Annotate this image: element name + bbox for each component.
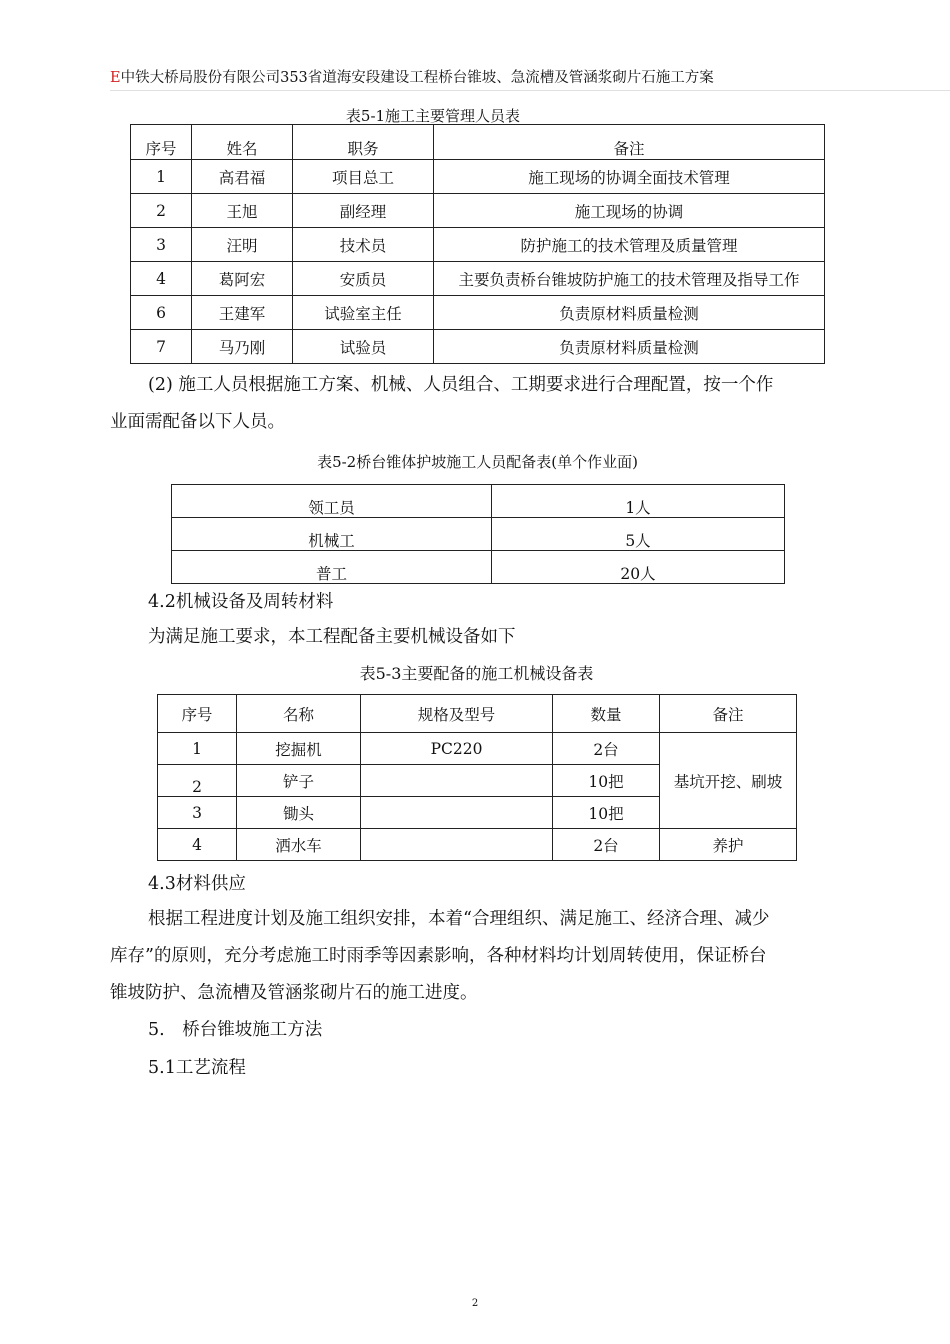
table-cell: 试验员 — [293, 330, 434, 364]
table-cell: 负责原材料质量检测 — [434, 330, 825, 364]
table-cell: 施工现场的协调全面技术管理 — [434, 160, 825, 194]
table-cell: 葛阿宏 — [192, 262, 293, 296]
table-cell: 10把 — [553, 765, 660, 797]
page-number: 2 — [471, 1298, 479, 1309]
table-cell: 20人 — [492, 551, 785, 584]
table-cell: 2台 — [553, 829, 660, 861]
table-cell: 领工员 — [172, 485, 492, 518]
table-cell: 1 — [131, 160, 192, 194]
section-heading: 4.3材料供应 — [148, 874, 246, 894]
header-rule — [110, 90, 950, 91]
table-cell: 技术员 — [293, 228, 434, 262]
page-header — [110, 68, 950, 88]
table-cell: 王建军 — [192, 296, 293, 330]
column-header: 备注 — [434, 125, 825, 160]
equipment-table — [157, 694, 797, 861]
table-cell: 2 — [158, 765, 237, 797]
paragraph-line: 为满足施工要求，本工程配备主要机械设备如下 — [148, 627, 516, 647]
table-cell: 1人 — [492, 485, 785, 518]
table-cell: 4 — [158, 829, 237, 861]
table-cell: PC220 — [361, 733, 553, 765]
table-row — [172, 551, 785, 584]
table-row — [131, 262, 825, 296]
table-row — [131, 160, 825, 194]
table-cell: 主要负责桥台锥坡防护施工的技术管理及指导工作 — [434, 262, 825, 296]
table-row — [131, 296, 825, 330]
table-cell: 王旭 — [192, 194, 293, 228]
table-cell: 锄头 — [237, 797, 361, 829]
table3-caption: 表5-3主要配备的施工机械设备表 — [359, 664, 594, 683]
column-header: 序号 — [131, 125, 192, 160]
table-cell: 5人 — [492, 518, 785, 551]
table-cell: 项目总工 — [293, 160, 434, 194]
table-cell: 安质员 — [293, 262, 434, 296]
table-cell: 普工 — [172, 551, 492, 584]
table-cell: 养护 — [660, 829, 797, 861]
table-row — [158, 733, 797, 765]
merged-remark-cell: 基坑开挖、刷坡 — [660, 733, 797, 829]
table-cell: 7 — [131, 330, 192, 364]
paragraph-line: 库存”的原则，充分考虑施工时雨季等因素影响，各种材料均计划周转使用，保证桥台 — [110, 946, 767, 966]
table-cell: 防护施工的技术管理及质量管理 — [434, 228, 825, 262]
table-cell: 洒水车 — [237, 829, 361, 861]
paragraph-line: (2) 施工人员根据施工方案、机械、人员组合、工期要求进行合理配置，按一个作 — [148, 375, 774, 395]
paragraph-line: 根据工程进度计划及施工组织安排，本着“合理组织、满足施工、经济合理、减少 — [148, 909, 770, 929]
column-header: 职务 — [293, 125, 434, 160]
table-cell: 6 — [131, 296, 192, 330]
table-header-row — [158, 695, 797, 733]
table-cell: 2 — [131, 194, 192, 228]
table-cell: 挖掘机 — [237, 733, 361, 765]
table-header-row — [131, 125, 825, 160]
table-cell: 1 — [158, 733, 237, 765]
table-cell: 10把 — [553, 797, 660, 829]
table-cell: 高君福 — [192, 160, 293, 194]
table-row — [131, 228, 825, 262]
table-cell — [361, 797, 553, 829]
table-cell: 施工现场的协调 — [434, 194, 825, 228]
table2-caption: 表5-2桥台锥体护坡施工人员配备表(单个作业面) — [317, 453, 638, 471]
column-header: 备注 — [660, 695, 797, 733]
column-header: 数量 — [553, 695, 660, 733]
table-cell: 铲子 — [237, 765, 361, 797]
table-row — [172, 485, 785, 518]
column-header: 名称 — [237, 695, 361, 733]
table-cell — [361, 829, 553, 861]
table-cell: 副经理 — [293, 194, 434, 228]
table-row — [131, 330, 825, 364]
paragraph-line: 锥坡防护、急流槽及管涵浆砌片石的施工进度。 — [110, 983, 478, 1003]
table1-caption: 表5-1施工主要管理人员表 — [345, 107, 521, 125]
table-row — [172, 518, 785, 551]
table-row — [131, 194, 825, 228]
paragraph-line: 业面需配备以下人员。 — [110, 412, 285, 432]
table-cell: 机械工 — [172, 518, 492, 551]
section-heading: 5. 桥台锥坡施工方法 — [148, 1020, 323, 1040]
table-cell — [361, 765, 553, 797]
table-cell: 汪明 — [192, 228, 293, 262]
subsection-heading: 5.1工艺流程 — [148, 1058, 246, 1078]
table-cell: 马乃刚 — [192, 330, 293, 364]
column-header: 规格及型号 — [361, 695, 553, 733]
table-cell: 试验室主任 — [293, 296, 434, 330]
header-mark: E — [110, 70, 121, 86]
table-cell: 4 — [131, 262, 192, 296]
table-cell: 2台 — [553, 733, 660, 765]
table-cell: 3 — [131, 228, 192, 262]
column-header: 序号 — [158, 695, 237, 733]
table-row — [158, 829, 797, 861]
table-cell: 3 — [158, 797, 237, 829]
header-title: 中铁大桥局股份有限公司353省道海安段建设工程桥台锥坡、急流槽及管涵浆砌片石施工方案 — [120, 70, 714, 86]
column-header: 姓名 — [192, 125, 293, 160]
section-heading: 4.2机械设备及周转材料 — [148, 592, 334, 612]
table-cell: 负责原材料质量检测 — [434, 296, 825, 330]
staffing-table — [171, 484, 785, 584]
management-staff-table — [130, 124, 825, 364]
